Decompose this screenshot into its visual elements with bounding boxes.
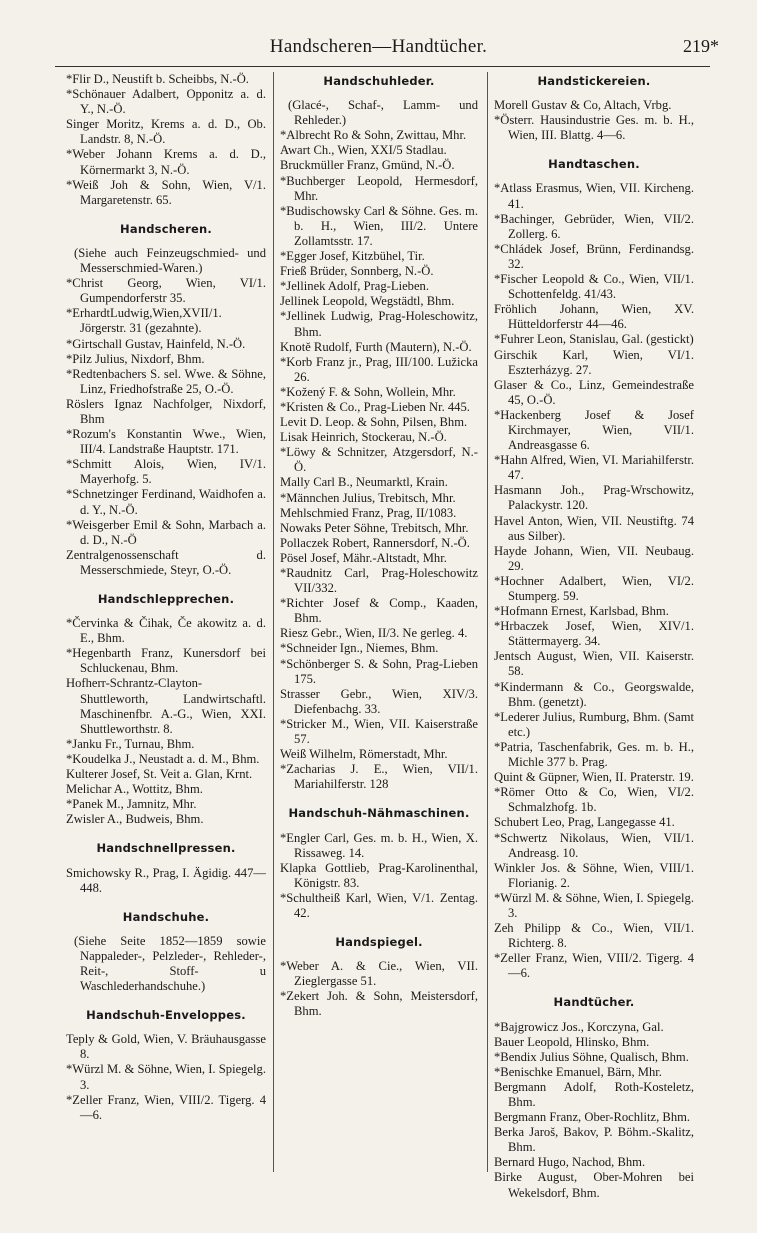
directory-entry: *Patria, Taschenfabrik, Ges. m. b. H., Michle 377 b. Prag. [494,739,694,770]
page-header [0,36,757,60]
directory-entry: *Chládek Josef, Brünn, Ferdinandsg. 32. [494,241,694,271]
directory-entry: Smichowsky R., Prag, I. Ägidig. 447—448. [66,865,266,895]
directory-entry: *Weber Johann Krems a. d. D., Körnermarkt 3, N.-Ö. [66,147,266,177]
section-note: (Glacé-, Schaf-, Lamm- und Rehleder.) [288,98,478,128]
directory-entry: *Albrecht Ro & Sohn, Zwittau, Mhr. [280,128,467,143]
directory-entry: *Kristen & Co., Prag-Lieben Nr. 445. [280,399,470,414]
section-heading: Handschuhleder. [323,74,435,88]
directory-entry: *Hahn Alfred, Wien, VI. Mariahilferstr. 47. [494,453,694,483]
directory-entry: *Würzl M. & Söhne, Wien, I. Spiegelg. 3. [494,890,694,920]
directory-entry: *Lederer Julius, Rumburg, Bhm. (Samt etc.) [494,709,694,739]
directory-entry: Jentsch August, Wien, VII. Kaiserstr. 58. [494,649,694,679]
directory-entry: *Červinka & Čihak, Če akowitz a. d. E., Bhm. [66,616,266,646]
directory-entry: *Löwy & Schnitzer, Atzgersdorf, N.-Ö. [280,445,478,475]
section-heading: Handschlepprechen. [97,592,235,606]
directory-entry: Bernard Hugo, Nachod, Bhm. [494,1155,646,1170]
header-rule [55,66,710,67]
directory-entry: *Benischke Emanuel, Bärn, Mhr. [494,1064,662,1079]
directory-entry: Zentralgenossenschaft d. Messerschmiede, Steyr, O.-Ö. [66,547,266,577]
column-left [66,72,266,1123]
directory-entry: Bauer Leopold, Hlinsko, Bhm. [494,1034,650,1049]
directory-entry: Zeh Philipp & Co., Wien, VII/1. Richterg. 8. [494,921,694,951]
directory-entry: *Männchen Julius, Trebitsch, Mhr. [280,490,456,505]
directory-entry: *Flir D., Neustift b. Scheibbs, N.-Ö. [66,72,249,86]
directory-entry: *Korb Franz jr., Prag, III/100. Lužicka 26. [280,354,478,384]
column-middle [280,72,478,1020]
directory-entry: Berka Jaroš, Bakov, P. Böhm.-Skalitz, Bhm. [494,1125,694,1155]
directory-entry: *Egger Josef, Kitzbühel, Tir. [280,249,425,264]
directory-entry: Röslers Ignaz Nachfolger, Nixdorf, Bhm [66,396,266,426]
directory-entry: Kulterer Josef, St. Veit a. Glan, Krnt. [66,767,253,782]
directory-entry: Knotě Rudolf, Furth (Mautern), N.-Ö. [280,339,472,354]
directory-entry: Bergmann Adolf, Roth-Kosteletz, Bhm. [494,1079,694,1109]
directory-entry: *Kindermann & Co., Georgswalde, Bhm. (genetzt). [494,679,694,709]
column-divider [487,72,488,1172]
directory-entry: Hayde Johann, Wien, VII. Neubaug. 29. [494,543,694,573]
directory-entry: *Schönberger S. & Sohn, Prag-Lieben 175. [280,656,478,686]
directory-entry: *Budischowsky Carl & Söhne. Ges. m. b. H., Wien, III/2. Untere Zollamtsstr. 17. [280,203,478,248]
directory-entry: *Schultheiß Karl, Wien, V/1. Zentag. 42. [280,890,478,920]
directory-entry: Birke August, Ober-Mohren bei Wekelsdorf, Bhm. [494,1170,694,1200]
directory-entry: *Richter Josef & Comp., Kaaden, Bhm. [280,596,478,626]
directory-entry: Lisak Heinrich, Stockerau, N.-Ö. [280,430,447,445]
directory-entry: *Fischer Leopold & Co., Wien, VII/1. Schottenfeldg. 41/43. [494,272,694,302]
directory-entry: *Schneider Ign., Niemes, Bhm. [280,641,439,656]
directory-entry: *Weisgerber Emil & Sohn, Marbach a. d. D., N.-Ö [66,517,266,547]
directory-entry: *Rozum's Konstantin Wwe., Wien, III/4. Landstraße Hauptstr. 171. [66,427,266,457]
directory-entry: *Engler Carl, Ges. m. b. H., Wien, X. Rissaweg. 14. [280,830,478,860]
directory-entry: Pösel Josef, Mähr.-Altstadt, Mhr. [280,550,447,565]
directory-entry: *Schnetzinger Ferdinand, Waidhofen a. d. Y., N.-Ö. [66,487,266,517]
directory-entry: Bruckmüller Franz, Gmünd, N.-Ö. [280,158,455,173]
section-heading: Handtaschen. [548,157,640,172]
column-divider [273,72,274,1172]
directory-entry: *Bachinger, Gebrüder, Wien, VII/2. Zollerg. 6. [494,211,694,241]
directory-entry: *Schwertz Nikolaus, Wien, VII/1. Andreasg. 10. [494,830,694,860]
section-heading: Handschnellpressen. [96,841,236,856]
directory-entry: *Zeller Franz, Wien, VIII/2. Tigerg. 4—6. [494,951,694,981]
directory-entry: Hofherr-Schrantz-Clayton-Shuttleworth, Landwirtschaftl. Maschinenfbr. A.-G., Wien, XXI. Shuttleworthstr. 8. [66,676,266,736]
section-heading: Handschuh-Enveloppes. [86,1008,246,1023]
directory-entry: *Hackenberg Josef & Josef Kirchmayer, Wien, VII/1. Andreasgasse 6. [494,407,694,453]
directory-entry: *Jellinek Adolf, Prag-Lieben. [280,279,429,294]
directory-entry: Nowaks Peter Söhne, Trebitsch, Mhr. [280,520,469,535]
directory-entry: Teply & Gold, Wien, V. Bräuhausgasse 8. [66,1032,266,1062]
directory-entry: Glaser & Co., Linz, Gemeindestraße 45, O.-Ö. [494,377,694,407]
section-heading: Handschuh-Nähmaschinen. [288,806,470,821]
directory-entry: Girschik Karl, Wien, VI/1. Eszterházyg. 27. [494,347,694,377]
directory-entry: Quint & Güpner, Wien, II. Praterstr. 19. [494,770,694,785]
directory-entry: Bergmann Franz, Ober-Rochlitz, Bhm. [494,1110,691,1125]
directory-entry: *Redtenbachers S. sel. Wwe. & Söhne, Linz, Friedhofstraße 25, O.-Ö. [66,366,266,396]
section-heading: Handschuhe. [122,909,210,924]
directory-entry: *Stricker M., Wien, VII. Kaiserstraße 57. [280,716,478,747]
directory-entry: Awart Ch., Wien, XXI/5 Stadlau. [280,143,447,158]
directory-entry: Klapka Gottlieb, Prag-Karolinenthal, Königstr. 83. [280,860,478,890]
directory-entry: *Hofmann Ernest, Karlsbad, Bhm. [494,604,669,619]
directory-entry: Mehlschmied Franz, Prag, II/1083. [280,505,457,520]
directory-entry: *Zeller Franz, Wien, VIII/2. Tigerg. 4—6. [66,1092,266,1122]
directory-entry: Morell Gustav & Co, Altach, Vrbg. [494,98,672,113]
directory-entry: Winkler Jos. & Söhne, Wien, VIII/1. Florianig. 2. [494,860,694,890]
directory-entry: Schubert Leo, Prag, Langegasse 41. [494,815,675,830]
directory-entry: *Zacharias J. E., Wien, VII/1. Mariahilferstr. 128 [280,762,478,792]
directory-entry: *Kožený F. & Sohn, Wollein, Mhr. [280,384,456,399]
directory-entry: *Würzl M. & Söhne, Wien, I. Spiegelg. 3. [66,1062,266,1092]
section-heading: Handscheren. [120,221,212,236]
directory-entry: *Raudnitz Carl, Prag-Holeschowitz VII/332. [280,566,478,596]
directory-entry: *Pilz Julius, Nixdorf, Bhm. [66,351,205,366]
directory-entry: *Girtschall Gustav, Hainfeld, N.-Ö. [66,336,246,351]
section-note: (Siehe Seite 1852—1859 sowie Nappaleder-, Pelzleder-, Rehleder-, Reit-, Stoff- u Waschlederhandschuhe.) [74,933,266,994]
directory-entry: Mally Carl B., Neumarktl, Krain. [280,475,448,490]
directory-entry: Levit D. Leop. & Sohn, Pilsen, Bhm. [280,415,468,430]
directory-entry: *Koudelka J., Neustadt a. d. M., Bhm. [66,751,260,766]
directory-entry: Melichar A., Wottitz, Bhm. [66,782,203,797]
directory-entry: *Bendix Julius Söhne, Qualisch, Bhm. [494,1049,689,1064]
directory-entry: *Hrbaczek Josef, Wien, XIV/1. Stättermayerg. 34. [494,619,694,649]
directory-entry: *ErhardtLudwig,Wien,XVII/1. Jörgerstr. 31 (gezahnte). [66,306,222,336]
directory-entry: Havel Anton, Wien, VII. Neustiftg. 74 aus Silber). [494,513,694,543]
directory-entry: Frieß Brüder, Sonnberg, N.-Ö. [280,264,434,279]
directory-entry: *Römer Otto & Co, Wien, VI/2. Schmalzhofg. 1b. [494,785,694,815]
directory-entry: Hasmann Joh., Prag-Wrschowitz, Palackystr. 120. [494,483,694,513]
column-right [494,72,694,1201]
page-title: Handscheren—Handtücher. [269,36,488,57]
directory-entry: *Zekert Joh. & Sohn, Meistersdorf, Bhm. [280,989,478,1019]
directory-entry: Jellinek Leopold, Wegstädtl, Bhm. [280,294,455,309]
directory-entry: *Fuhrer Leon, Stanislau, Gal. (gestickt) [494,332,694,347]
directory-entry: *Hegenbarth Franz, Kunersdorf bei Schluckenau, Bhm. [66,646,266,676]
section-heading: Handspiegel. [335,935,423,950]
directory-entry: *Atlass Erasmus, Wien, VII. Kircheng. 41. [494,181,694,211]
directory-entry: *Österr. Hausindustrie Ges. m. b. H., Wien, III. Blattg. 4—6. [494,113,694,143]
section-heading: Handtücher. [553,995,635,1010]
directory-entry: *Weiß Joh & Sohn, Wien, V/1. Margaretenstr. 65. [66,177,266,207]
directory-entry: *Christ Georg, Wien, VI/1. Gumpendorferstr 35. [66,276,266,306]
directory-entry: Singer Moritz, Krems a. d. D., Ob. Landstr. 8, N.-Ö. [66,117,266,147]
directory-entry: Pollaczek Robert, Rannersdorf, N.-Ö. [280,535,470,550]
directory-entry: *Schönauer Adalbert, Opponitz a. d. Y., N.-Ö. [66,87,266,117]
directory-entry: Fröhlich Johann, Wien, XV. Hütteldorferstr 44—46. [494,302,694,332]
directory-entry: *Weber A. & Cie., Wien, VII. Zieglergasse 51. [280,959,478,989]
directory-entry: *Jellinek Ludwig, Prag-Holeschowitz, Bhm. [280,309,478,339]
directory-entry: Riesz Gebr., Wien, II/3. Ne gerleg. 4. [280,626,468,641]
directory-entry: *Buchberger Leopold, Hermesdorf, Mhr. [280,173,478,203]
directory-entry: *Hochner Adalbert, Wien, VI/2. Stumperg. 59. [494,573,694,603]
page-number: 219* [683,36,719,56]
directory-entry: *Panek M., Jamnitz, Mhr. [66,797,197,812]
section-note: (Siehe auch Feinzeugschmied- und Messerschmied-Waren.) [74,245,266,276]
directory-entry: *Bajgrowicz Jos., Korczyna, Gal. [494,1019,664,1034]
directory-entry: *Janku Fr., Turnau, Bhm. [66,736,195,751]
directory-entry: Strasser Gebr., Wien, XIV/3. Diefenbachg. 33. [280,686,478,716]
directory-entry: Weiß Wilhelm, Römerstadt, Mhr. [280,747,448,762]
directory-entry: Zwisler A., Budweis, Bhm. [66,812,204,827]
section-heading: Handstickereien. [537,74,651,88]
directory-entry: *Schmitt Alois, Wien, IV/1. Mayerhofg. 5. [66,457,266,487]
